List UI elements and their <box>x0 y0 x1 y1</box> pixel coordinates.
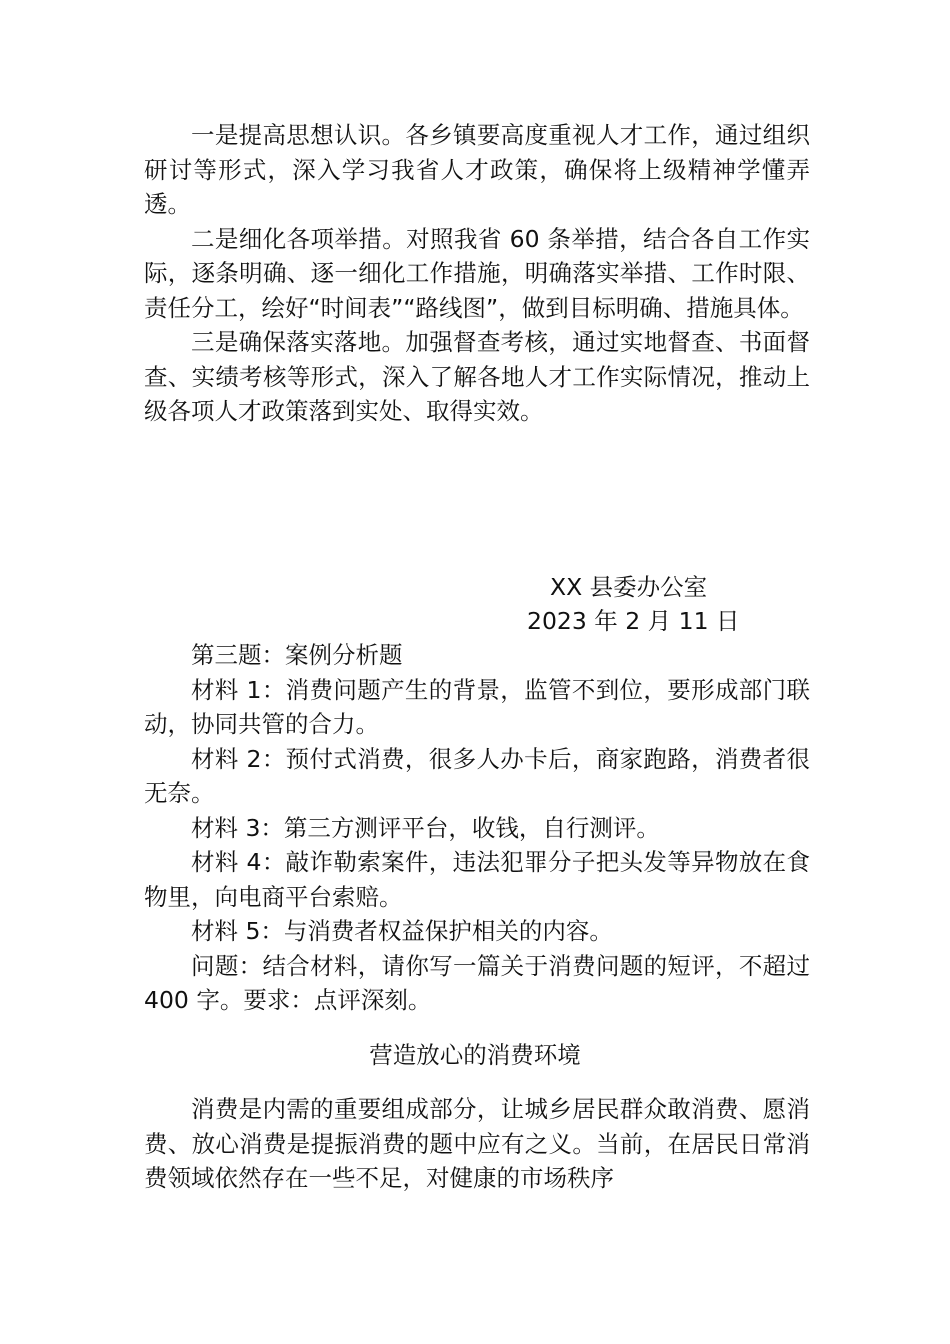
material-3: 材料 3：第三方测评平台，收钱，自行测评。 <box>191 813 660 842</box>
measure-paragraph-1: 一是提高思想认识。各乡镇要高度重视人才工作，通过组织研讨等形式，深入学习我省人才政策，确保将上级精神学懂弄透。 <box>144 121 810 218</box>
case-question: 问题：结合材料，请你写一篇关于消费问题的短评，不超过 400 字。要求：点评深刻。 <box>144 951 810 1014</box>
case-heading: 第三题：案例分析题 <box>191 641 403 669</box>
material-2: 材料 2：预付式消费，很多人办卡后，商家跑路，消费者很无奈。 <box>144 744 810 807</box>
case-analysis-section <box>144 638 810 1018</box>
essay-body <box>144 1092 810 1196</box>
material-5: 材料 5：与消费者权益保护相关的内容。 <box>191 917 613 945</box>
essay-title: 营造放心的消费环境 <box>369 1041 581 1069</box>
measures-section <box>144 118 810 429</box>
measure-paragraph-3: 三是确保落实落地。加强督查考核，通过实地督查、书面督查、实绩考核等形式，深入了解各地人才工作实际情况，推动上级各项人才政策落到实处、取得实效。 <box>144 328 810 425</box>
material-4: 材料 4：敲诈勒索案件，违法犯罪分子把头发等异物放在食物里，向电商平台索赔。 <box>144 848 810 911</box>
essay-paragraph-1: 消费是内需的重要组成部分，让城乡居民群众敢消费、愿消费、放心消费是提振消费的题中应有之义。当前，在居民日常消费领域依然存在一些不足，对健康的市场秩序 <box>144 1095 810 1192</box>
signature-date: 2023 年 2 月 11 日 <box>527 607 740 635</box>
measure-paragraph-2: 二是细化各项举措。对照我省 60 条举措，结合各自工作实际，逐条明确、逐一细化工作措施，明确落实举措、工作时限、责任分工，绘好“时间表”“路线图”，做到目标明确、措施具体。 <box>144 224 810 322</box>
signature-organization: XX 县委办公室 <box>550 573 708 601</box>
material-1: 材料 1：消费问题产生的背景，监管不到位，要形成部门联动，协同共管的合力。 <box>144 675 810 738</box>
